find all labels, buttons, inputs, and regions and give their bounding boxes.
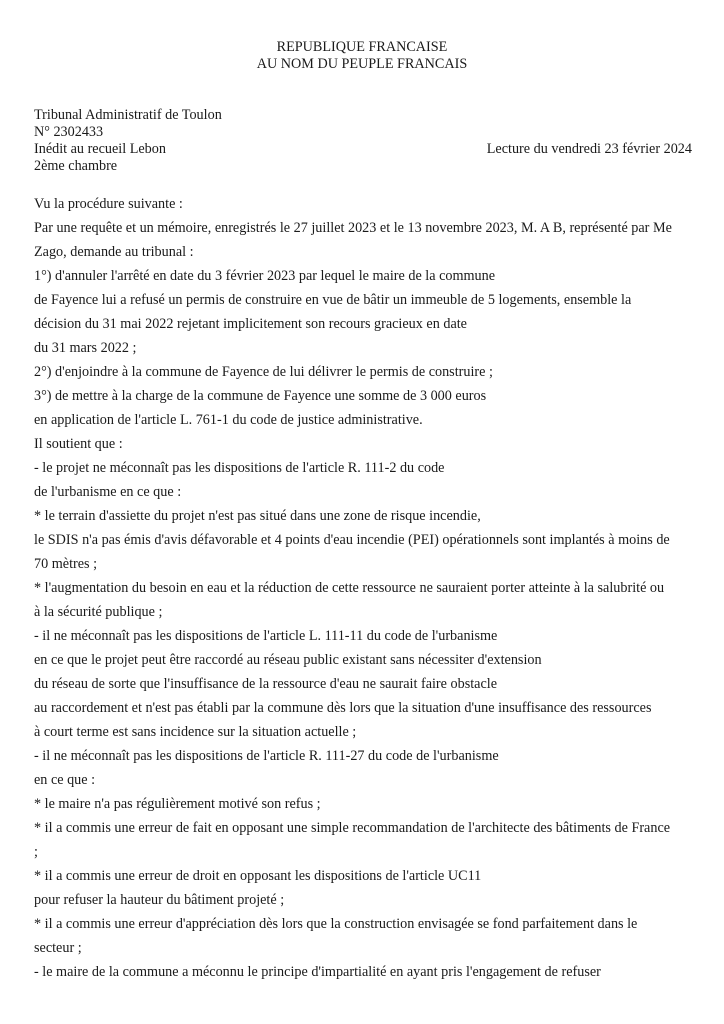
body-line: * le maire n'a pas régulièrement motivé son refus ; [34,796,321,812]
body-line: ; [34,844,38,860]
body-line: * il a commis une erreur d'appréciation dès lors que la construction envisagée se fond parfaitement dans le [34,916,638,932]
case-number: N° 2302433 [34,124,104,140]
body-line: du 31 mars 2022 ; [34,340,137,356]
body-line: Vu la procédure suivante : [34,196,183,212]
body-line: en ce que : [34,772,96,788]
body-line: en ce que le projet peut être raccordé au réseau public existant sans nécessiter d'extension [34,652,542,668]
body-line: de Fayence lui a refusé un permis de construire en vue de bâtir un immeuble de 5 logements, ensemble la [34,292,632,308]
body-line: - le maire de la commune a méconnu le principe d'impartialité en ayant pris l'engagement de refuser [34,964,601,980]
chamber: 2ème chambre [34,158,118,174]
court-name: Tribunal Administratif de Toulon [34,107,222,123]
header-republique: REPUBLIQUE FRANCAISE [276,39,448,55]
document-body [34,194,704,986]
body-line: * il a commis une erreur de fait en opposant une simple recommandation de l'architecte des bâtiments de France [34,820,671,836]
body-line: 70 mètres ; [34,556,98,572]
body-line: à court terme est sans incidence sur la situation actuelle ; [34,724,357,740]
body-line: Par une requête et un mémoire, enregistrés le 27 juillet 2023 et le 13 novembre 2023, M. A B, représenté par Me [34,220,672,236]
header-peuple: AU NOM DU PEUPLE FRANCAIS [256,56,468,72]
body-line: Zago, demande au tribunal : [34,244,194,260]
body-line: - le projet ne méconnaît pas les dispositions de l'article R. 111-2 du code [34,460,445,476]
body-line: * le terrain d'assiette du projet n'est pas situé dans une zone de risque incendie, [34,508,481,524]
body-line: - il ne méconnaît pas les dispositions de l'article R. 111-27 du code de l'urbanisme [34,748,499,764]
body-line: le SDIS n'a pas émis d'avis défavorable et 4 points d'eau incendie (PEI) opérationnels sont implantés à moins de [34,532,670,548]
body-line: de l'urbanisme en ce que : [34,484,182,500]
publication-status: Inédit au recueil Lebon [34,141,166,157]
body-line: * l'augmentation du besoin en eau et la réduction de cette ressource ne sauraient porter atteinte à la salubrité ou [34,580,665,596]
body-line: Il soutient que : [34,436,123,452]
body-line: 3°) de mettre à la charge de la commune de Fayence une somme de 3 000 euros [34,388,487,404]
body-line: décision du 31 mai 2022 rejetant implicitement son recours gracieux en date [34,316,467,332]
body-line: pour refuser la hauteur du bâtiment projeté ; [34,892,285,908]
body-line: en application de l'article L. 761-1 du code de justice administrative. [34,412,423,428]
body-line: 2°) d'enjoindre à la commune de Fayence de lui délivrer le permis de construire ; [34,364,493,380]
body-line: au raccordement et n'est pas établi par la commune dès lors que la situation d'une insuffisance des ressources [34,700,652,716]
body-line: secteur ; [34,940,82,956]
body-line: 1°) d'annuler l'arrêté en date du 3 février 2023 par lequel le maire de la commune [34,268,496,284]
body-line: à la sécurité publique ; [34,604,163,620]
body-line: du réseau de sorte que l'insuffisance de la ressource d'eau ne saurait faire obstacle [34,676,497,692]
body-line: * il a commis une erreur de droit en opposant les dispositions de l'article UC11 [34,868,482,884]
reading-date: Lecture du vendredi 23 février 2024 [486,141,692,157]
body-line: - il ne méconnaît pas les dispositions de l'article L. 111-11 du code de l'urbanisme [34,628,498,644]
